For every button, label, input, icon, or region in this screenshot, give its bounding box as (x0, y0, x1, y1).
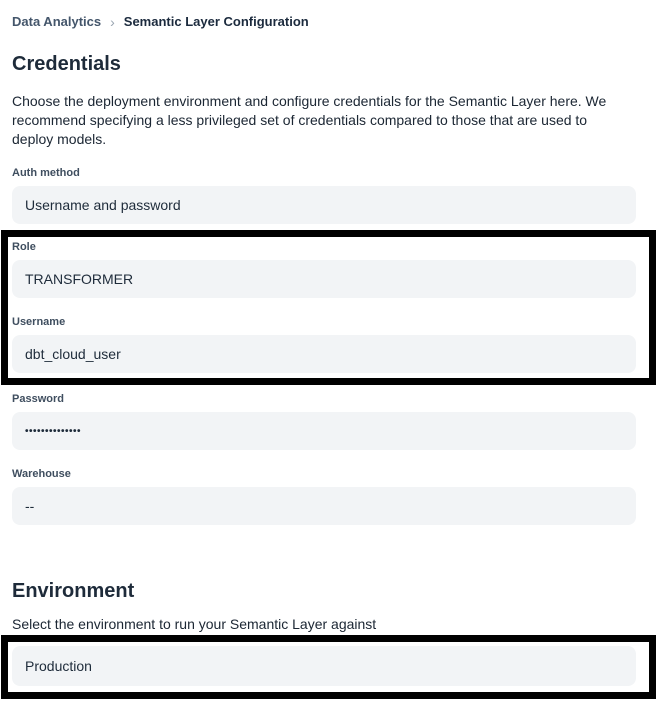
highlight-box-environment (1, 635, 656, 699)
environment-section-title: Environment (12, 580, 135, 602)
role-field[interactable]: TRANSFORMER (12, 260, 636, 298)
role-label: Role (12, 241, 36, 253)
breadcrumb-item-project[interactable]: Data Analytics (12, 14, 102, 29)
field-group-role (12, 241, 645, 298)
breadcrumb-item-current: Semantic Layer Configuration (123, 14, 309, 29)
highlight-box-role-username (1, 230, 656, 385)
username-label: Username (12, 316, 66, 328)
field-group-warehouse (12, 468, 661, 525)
breadcrumb (12, 14, 661, 30)
warehouse-label: Warehouse (12, 468, 71, 480)
auth-method-label: Auth method (12, 167, 80, 179)
username-field[interactable]: dbt_cloud_user (12, 335, 636, 373)
field-group-environment (12, 646, 645, 686)
password-field[interactable]: •••••••••••••• (12, 412, 636, 450)
password-label: Password (12, 393, 64, 405)
field-group-username (12, 316, 645, 373)
credentials-section-title: Credentials (12, 53, 121, 75)
chevron-right-icon: › (110, 14, 115, 30)
field-group-password (12, 393, 661, 450)
auth-method-field[interactable]: Username and password (12, 186, 636, 224)
warehouse-field[interactable]: -- (12, 487, 636, 525)
field-group-auth-method (12, 167, 661, 224)
environment-description: Select the environment to run your Semantic Layer against (12, 616, 377, 632)
environment-select-field[interactable]: Production (12, 646, 636, 686)
credentials-description: Choose the deployment environment and configure credentials for the Semantic Layer here. We recommend specifying a less privileged set of credentials compared to those that are used to deploy models. (12, 93, 607, 147)
